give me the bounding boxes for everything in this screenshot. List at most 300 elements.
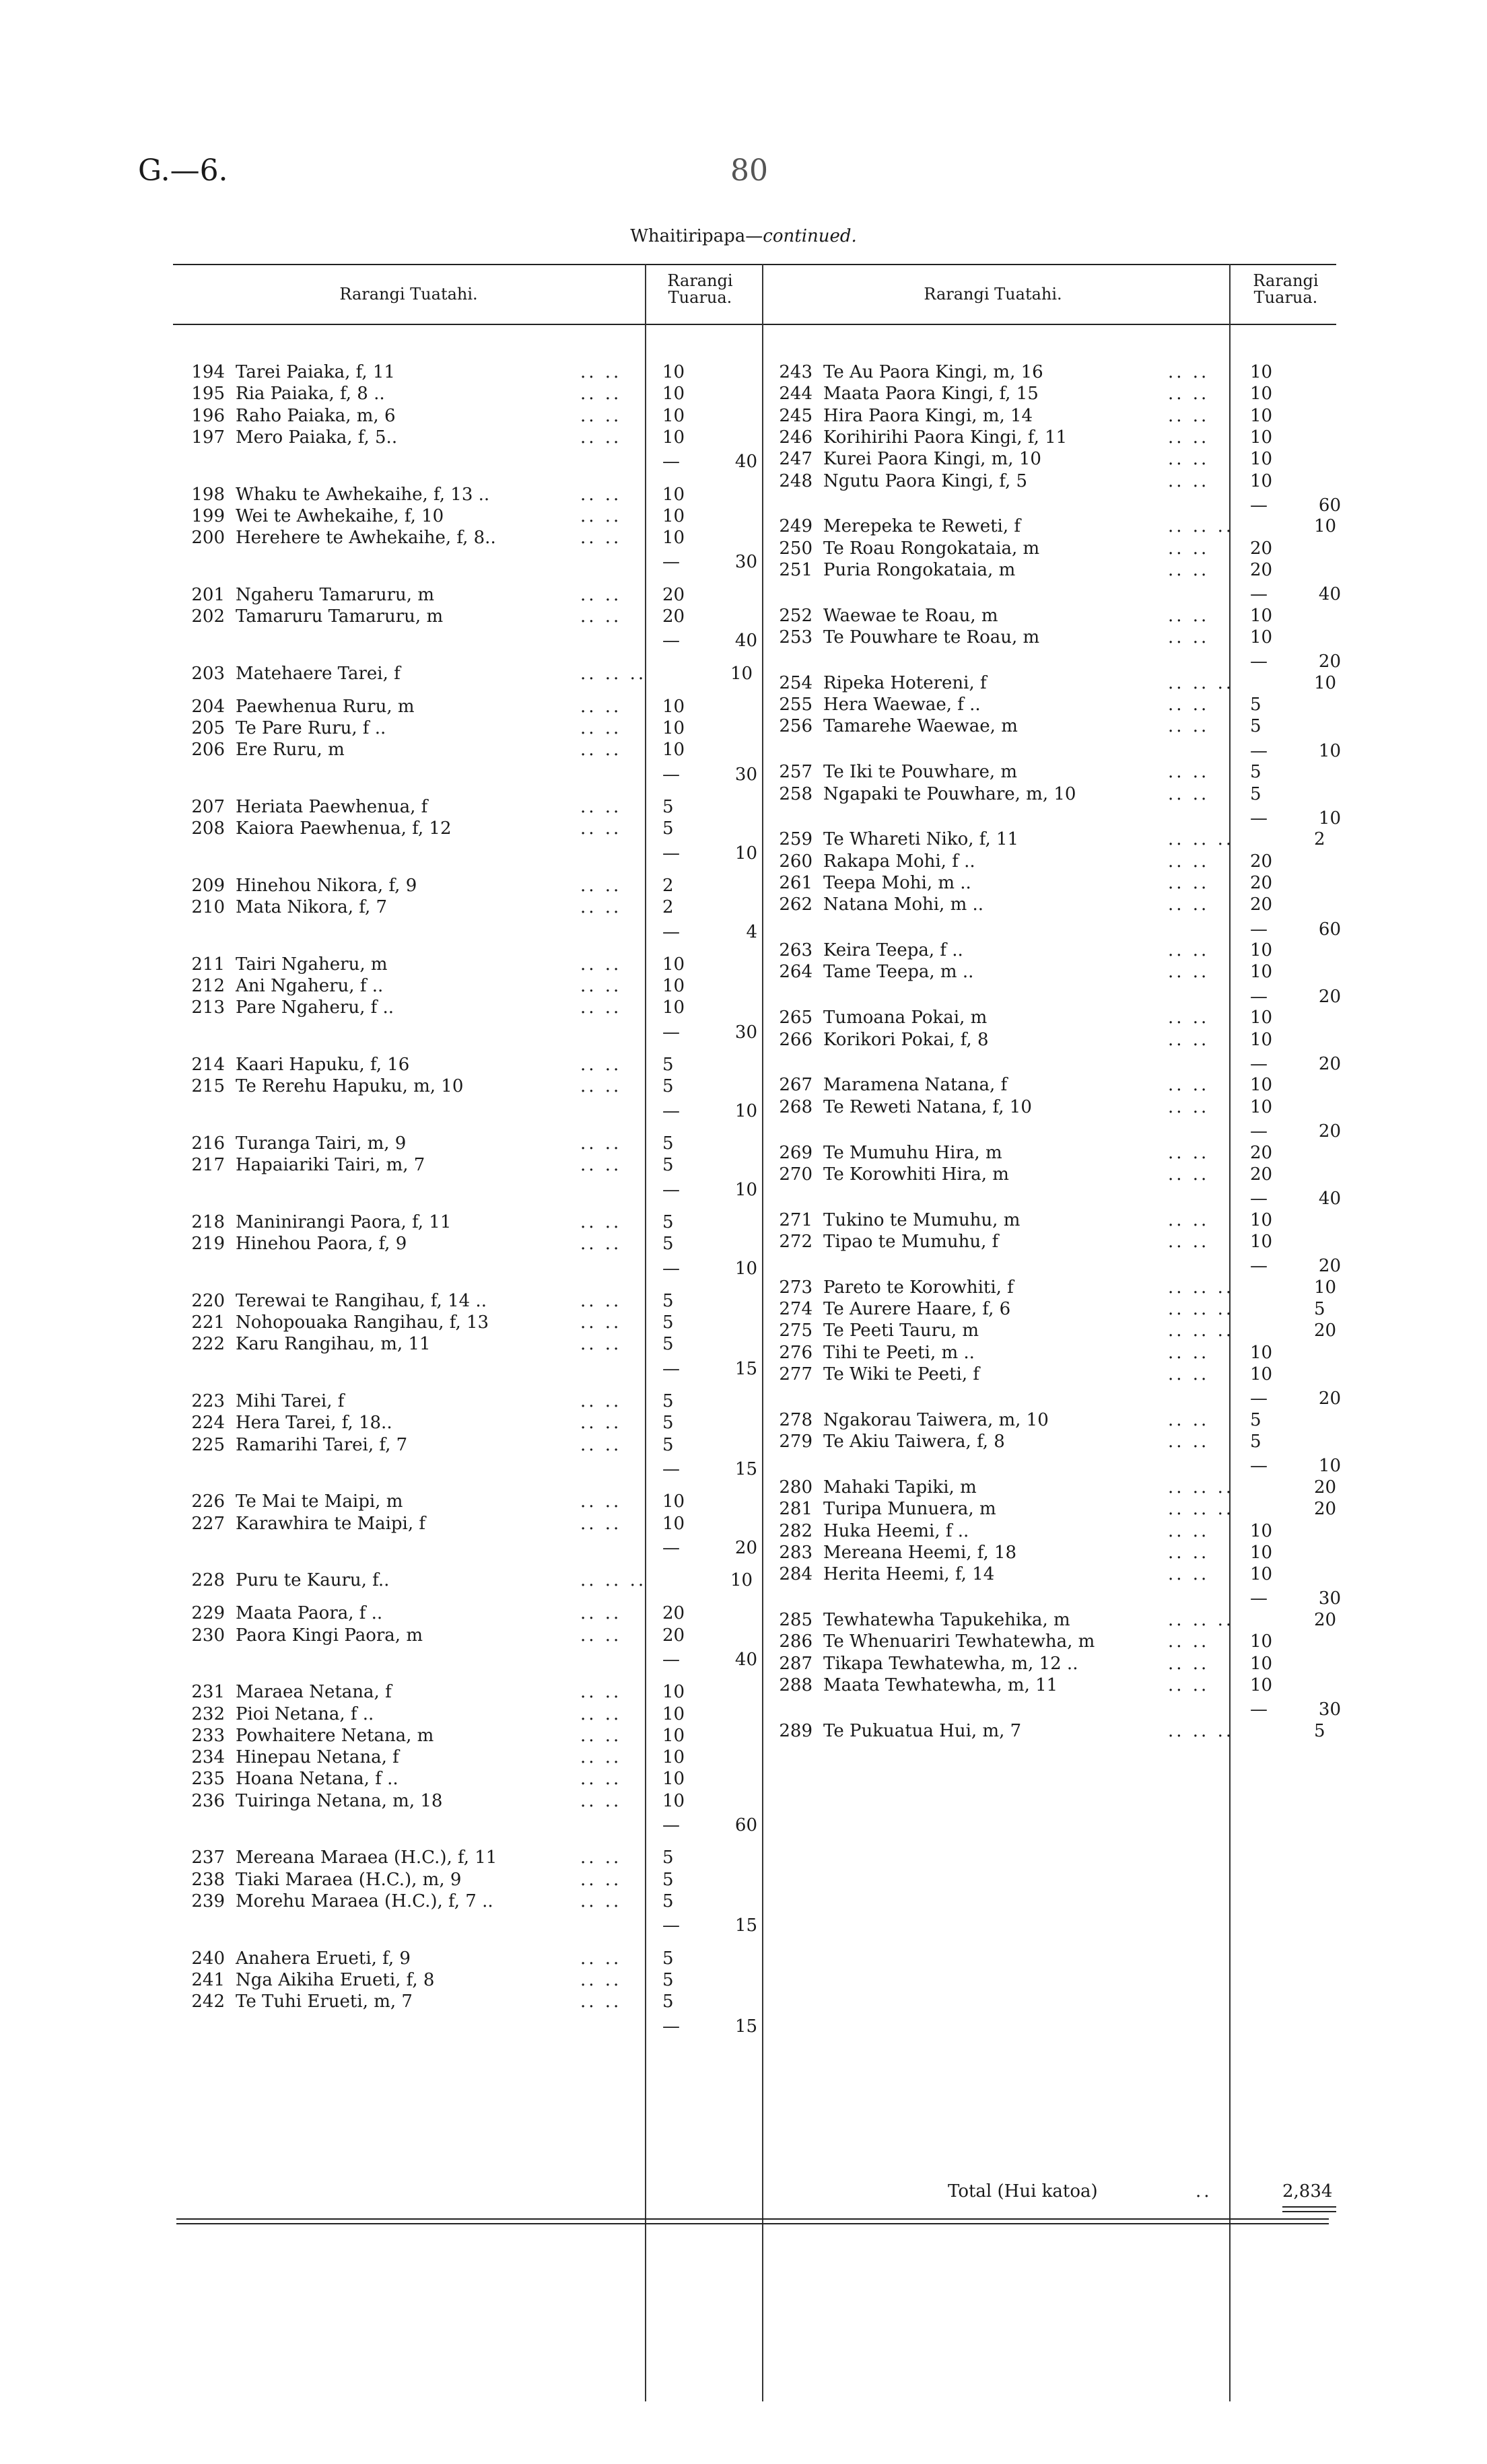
subtotal-value: 10 — [734, 1258, 757, 1279]
table-row — [176, 1211, 850, 1234]
subtotal-value: 20 — [734, 1537, 757, 1558]
entry-number: 231 — [191, 1682, 225, 1703]
leader-dots: .. .. .. — [1168, 1277, 1235, 1298]
entry-number: 228 — [191, 1570, 225, 1591]
entry-name: Te Pouwhare te Roau, m — [823, 627, 1040, 648]
entry-name: Te Tuhi Erueti, m, 7 — [236, 1992, 413, 2012]
entry-share-total: 10 — [1314, 1277, 1337, 1298]
entry-number: 250 — [779, 538, 812, 559]
entry-number: 203 — [191, 663, 225, 684]
entry-number: 261 — [779, 873, 812, 894]
entry-number: 260 — [779, 851, 812, 872]
entry-name: Huka Heemi, f .. — [823, 1520, 969, 1541]
group-subtotal — [662, 1814, 757, 1837]
leader-dots: .. .. — [1168, 1342, 1210, 1363]
entry-number: 258 — [779, 783, 812, 804]
entry-share: 10 — [662, 1682, 685, 1703]
leader-dots: .. .. — [580, 1155, 622, 1176]
entry-share-total: 20 — [1314, 1321, 1337, 1341]
entry-number: 242 — [191, 1992, 225, 2012]
list-item — [764, 515, 1437, 538]
title-main: Whaitiripapa— — [630, 226, 763, 246]
list-item — [764, 1609, 1437, 1631]
entry-name: Hira Paora Kingi, m, 14 — [823, 405, 1033, 426]
entry-share: 10 — [1250, 362, 1273, 382]
entry-number: 272 — [779, 1232, 812, 1252]
table-row — [764, 559, 1437, 582]
leader-dots: .. .. — [580, 1625, 622, 1646]
table-row — [176, 361, 850, 384]
table-row — [176, 1724, 850, 1747]
entry-number: 289 — [779, 1720, 812, 1741]
leader-dots: .. .. — [1168, 851, 1210, 872]
table-row — [764, 715, 1437, 738]
group-subtotal — [1250, 1053, 1341, 1076]
entry-name: Morehu Maraea (H.C.), f, 7 .. — [236, 1891, 493, 1911]
subtotal-value: 40 — [734, 452, 757, 472]
entry-name: Whaku te Awhekaihe, f, 13 .. — [236, 484, 490, 505]
entry-share-total: 10 — [730, 663, 753, 684]
table-row — [176, 1703, 850, 1726]
leader-dots: .. .. — [580, 1869, 622, 1890]
entry-number: 251 — [779, 559, 812, 580]
leader-dots: .. .. — [580, 976, 622, 997]
leader-dots: .. .. — [580, 818, 622, 839]
entry-number: 230 — [191, 1625, 225, 1646]
entry-share: 10 — [1250, 940, 1273, 961]
entry-share: 5 — [662, 1992, 674, 2012]
entry-number: 241 — [191, 1969, 225, 1990]
leader-dots: .. .. — [1168, 1520, 1210, 1541]
table-row — [176, 1434, 850, 1456]
entry-share: 10 — [662, 505, 685, 526]
table-row — [176, 695, 850, 718]
entry-name: Te Roau Rongokataia, m — [823, 538, 1040, 559]
entry-share: 5 — [662, 797, 674, 817]
entry-number: 221 — [191, 1312, 225, 1333]
table-row — [764, 1674, 1437, 1697]
entry-number: 277 — [779, 1364, 812, 1385]
entry-share: 10 — [1250, 384, 1273, 404]
entry-number: 217 — [191, 1155, 225, 1176]
group-subtotal — [1250, 985, 1341, 1008]
table-row — [176, 1602, 850, 1625]
entry-number: 255 — [779, 695, 812, 715]
table-row — [764, 1209, 1437, 1232]
entry-share: 20 — [662, 584, 685, 605]
table-row — [176, 584, 850, 606]
entry-name: Tumoana Pokai, m — [823, 1008, 988, 1028]
entry-name: Pare Ngaheru, f .. — [236, 997, 394, 1018]
leader-dots: .. .. — [580, 1076, 622, 1097]
table-row — [176, 874, 850, 897]
entry-name: Natana Mohi, m .. — [823, 894, 984, 915]
leader-dots: .. .. — [580, 1992, 622, 2012]
entry-share: 10 — [662, 362, 685, 382]
entry-name: Kaiora Paewhenua, f, 12 — [236, 818, 452, 839]
entry-number: 287 — [779, 1653, 812, 1674]
leader-dots: .. .. — [1168, 873, 1210, 894]
leader-dots: .. .. — [580, 606, 622, 627]
subtotal-dash: — — [662, 552, 680, 573]
subtotal-value: 20 — [1318, 986, 1341, 1007]
entry-name: Ngaheru Tamaruru, m — [236, 584, 434, 605]
leader-dots: .. .. — [580, 1747, 622, 1768]
subtotal-value: 20 — [1318, 1121, 1341, 1142]
entry-share: 5 — [662, 1891, 674, 1911]
entry-share: 10 — [1250, 1029, 1273, 1050]
leader-dots: .. .. — [580, 584, 622, 605]
entry-number: 270 — [779, 1164, 812, 1185]
entry-name: Te Peeti Tauru, m — [823, 1321, 979, 1341]
table-row — [764, 448, 1437, 470]
entry-name: Tame Teepa, m .. — [823, 962, 974, 983]
subtotal-value: 10 — [734, 1100, 757, 1121]
subtotal-dash: — — [662, 843, 680, 864]
entry-share: 2 — [662, 875, 674, 896]
table-row — [176, 1890, 850, 1913]
entry-share: 5 — [662, 1434, 674, 1455]
entry-share: 5 — [662, 1290, 674, 1311]
right-share-header-l1: Rarangi — [1253, 271, 1319, 290]
entry-name: Te Rerehu Hapuku, m, 10 — [236, 1076, 464, 1097]
entry-name: Mereana Maraea (H.C.), f, 11 — [236, 1847, 497, 1868]
subtotal-value: 60 — [1318, 919, 1341, 940]
entry-share: 5 — [662, 1234, 674, 1255]
leader-dots: .. .. — [1168, 1432, 1210, 1452]
group-subtotal — [1250, 1187, 1341, 1210]
entry-share: 10 — [1250, 1008, 1273, 1028]
entry-number: 224 — [191, 1413, 225, 1434]
entry-name: Waewae te Roau, m — [823, 605, 998, 626]
entry-name: Turipa Munuera, m — [823, 1499, 996, 1520]
leader-dots: .. .. — [1168, 762, 1210, 783]
table-row — [764, 1096, 1437, 1119]
entry-name: Terewai te Rangihau, f, 14 .. — [236, 1290, 487, 1311]
table-row — [764, 850, 1437, 873]
entry-share: 10 — [1250, 627, 1273, 648]
entry-share: 5 — [1250, 1432, 1261, 1452]
leader-dots: .. .. — [1168, 1675, 1210, 1695]
table-row — [176, 1681, 850, 1703]
entry-number: 246 — [779, 427, 812, 448]
leader-dots: .. .. .. — [580, 663, 647, 684]
subtotal-value: 20 — [1318, 1053, 1341, 1074]
subtotal-value: 15 — [734, 2016, 757, 2037]
leader-dots: .. .. — [1168, 1008, 1210, 1028]
entry-name: Te Aurere Haare, f, 6 — [823, 1299, 1011, 1320]
leader-dots: .. .. — [580, 1847, 622, 1868]
leader-dots: .. .. — [580, 1969, 622, 1990]
entry-name: Tikapa Tewhatewha, m, 12 .. — [823, 1653, 1078, 1674]
list-item — [176, 1569, 850, 1592]
entry-share: 20 — [1250, 559, 1273, 580]
entry-number: 279 — [779, 1432, 812, 1452]
entry-share: 20 — [1250, 1164, 1273, 1185]
leader-dots: .. .. — [1168, 1096, 1210, 1117]
subtotal-dash: — — [1250, 919, 1268, 940]
table-row — [176, 1767, 850, 1790]
table-row — [176, 526, 850, 549]
entry-share: 10 — [662, 484, 685, 505]
entry-name: Ere Ruru, m — [236, 740, 345, 761]
entry-number: 286 — [779, 1631, 812, 1652]
entry-number: 285 — [779, 1610, 812, 1631]
table-row — [764, 1520, 1437, 1543]
entry-share-total: 20 — [1314, 1610, 1337, 1631]
entry-number: 222 — [191, 1334, 225, 1355]
subtotal-value: 30 — [1318, 1699, 1341, 1720]
entry-name: Tiaki Maraea (H.C.), m, 9 — [236, 1869, 462, 1890]
entry-name: Mihi Tarei, f — [236, 1391, 345, 1412]
subtotal-value: 10 — [1318, 808, 1341, 829]
subtotal-dash: — — [662, 1458, 680, 1479]
table-row — [764, 1652, 1437, 1675]
table-row — [176, 1390, 850, 1413]
entry-number: 240 — [191, 1948, 225, 1969]
entry-number: 266 — [779, 1029, 812, 1050]
leader-dots: .. .. — [1168, 1631, 1210, 1652]
entry-number: 267 — [779, 1075, 812, 1096]
entry-number: 271 — [779, 1209, 812, 1230]
entry-name: Rakapa Mohi, f .. — [823, 851, 975, 872]
subtotal-value: 10 — [734, 1179, 757, 1200]
table-row — [176, 1154, 850, 1176]
leader-dots: .. .. .. — [1168, 1720, 1235, 1741]
table-row — [176, 505, 850, 528]
subtotal-dash: — — [1250, 1053, 1268, 1074]
entry-name: Maraea Netana, f — [236, 1682, 392, 1703]
table-row — [176, 1132, 850, 1155]
entry-share: 10 — [662, 696, 685, 717]
table-row — [176, 1969, 850, 1992]
leader-dots: .. .. — [1168, 894, 1210, 915]
leader-dots: .. .. — [1168, 384, 1210, 404]
list-item — [764, 672, 1437, 695]
group-subtotal — [662, 1358, 757, 1380]
entry-name: Wei te Awhekaihe, f, 10 — [236, 505, 444, 526]
table-row — [176, 605, 850, 628]
entry-number: 281 — [779, 1499, 812, 1520]
table-row — [176, 975, 850, 997]
list-item — [764, 1319, 1437, 1342]
entry-share: 10 — [1250, 1542, 1273, 1563]
leader-dots: .. .. — [1168, 1542, 1210, 1563]
subtotal-dash: — — [662, 2016, 680, 2037]
entry-name: Puru te Kauru, f.. — [236, 1570, 390, 1591]
entry-number: 204 — [191, 696, 225, 717]
entry-name: Maata Tewhatewha, m, 11 — [823, 1675, 1058, 1695]
entry-name: Tewhatewha Tapukehika, m — [823, 1610, 1070, 1631]
entry-name: Keira Teepa, f .. — [823, 940, 963, 961]
total-dots: .. — [1196, 2181, 1212, 2202]
entry-share: 10 — [1250, 962, 1273, 983]
entry-number: 197 — [191, 427, 225, 448]
table-row — [764, 382, 1437, 405]
entry-name: Powhaitere Netana, m — [236, 1725, 434, 1746]
subtotal-value: 40 — [1318, 584, 1341, 605]
entry-name: Hera Waewae, f .. — [823, 695, 981, 715]
leader-dots: .. .. — [580, 1312, 622, 1333]
entry-name: Mereana Heemi, f, 18 — [823, 1542, 1017, 1563]
entry-name: Ria Paiaka, f, 8 .. — [236, 384, 385, 404]
entry-name: Hinehou Nikora, f, 9 — [236, 875, 417, 896]
entry-number: 194 — [191, 362, 225, 382]
entry-name: Tairi Ngaheru, m — [236, 954, 388, 975]
entry-share: 20 — [662, 1625, 685, 1646]
entry-share: 5 — [662, 1133, 674, 1154]
entry-number: 219 — [191, 1234, 225, 1255]
subtotal-dash: — — [1250, 1189, 1268, 1209]
bottom-rule-1 — [176, 2218, 1329, 2220]
total-rule-2 — [1282, 2211, 1336, 2212]
table-row — [176, 1512, 850, 1535]
entry-share: 5 — [662, 1211, 674, 1232]
right-share-header-l2: Tuarua. — [1253, 288, 1318, 307]
entry-name: Tipao te Mumuhu, f — [823, 1232, 999, 1252]
entry-number: 208 — [191, 818, 225, 839]
table-row — [764, 1541, 1437, 1564]
subtotal-value: 40 — [1318, 1189, 1341, 1209]
leader-dots: .. .. — [1168, 962, 1210, 983]
entry-share: 10 — [1250, 1653, 1273, 1674]
subtotal-dash: — — [1250, 740, 1268, 761]
subtotal-dash: — — [1250, 1121, 1268, 1142]
entry-share: 5 — [662, 1055, 674, 1076]
subtotal-value: 20 — [1318, 1388, 1341, 1409]
entry-name: Ngakorau Taiwera, m, 10 — [823, 1409, 1049, 1430]
entry-number: 245 — [779, 405, 812, 426]
list-item — [764, 1720, 1437, 1743]
leader-dots: .. .. — [1168, 627, 1210, 648]
table-row — [176, 1333, 850, 1356]
subtotal-value: 30 — [734, 1022, 757, 1043]
subtotal-value: 10 — [1318, 1456, 1341, 1477]
leader-dots: .. .. — [580, 740, 622, 761]
group-subtotal — [662, 1021, 757, 1044]
entry-number: 200 — [191, 528, 225, 549]
table-row — [764, 604, 1437, 627]
entry-share: 10 — [662, 718, 685, 739]
leader-dots: .. .. — [580, 1434, 622, 1455]
entry-name: Korikori Pokai, f, 8 — [823, 1029, 989, 1050]
entry-name: Hinehou Paora, f, 9 — [236, 1234, 407, 1255]
leader-dots: .. .. — [1168, 1209, 1210, 1230]
entry-share: 10 — [1250, 470, 1273, 491]
subtotal-dash: — — [1250, 495, 1268, 516]
entry-share-total: 20 — [1314, 1499, 1337, 1520]
entry-share: 10 — [1250, 405, 1273, 426]
entry-number: 280 — [779, 1477, 812, 1498]
entry-number: 213 — [191, 997, 225, 1018]
entry-number: 238 — [191, 1869, 225, 1890]
table-row — [176, 404, 850, 427]
leader-dots: .. .. — [1168, 1564, 1210, 1585]
entry-number: 207 — [191, 797, 225, 817]
entry-share: 10 — [662, 954, 685, 975]
entry-share: 10 — [662, 1491, 685, 1512]
group-subtotal — [662, 921, 757, 944]
table-row — [176, 382, 850, 405]
entry-name: Ramarihi Tarei, f, 7 — [236, 1434, 408, 1455]
entry-number: 225 — [191, 1434, 225, 1455]
group-subtotal — [1250, 1255, 1341, 1277]
table-row — [176, 1624, 850, 1647]
group-subtotal — [662, 842, 757, 865]
entry-share: 10 — [1250, 1209, 1273, 1230]
entry-name: Maata Paora Kingi, f, 15 — [823, 384, 1039, 404]
leader-dots: .. .. — [580, 1334, 622, 1355]
entry-name: Maata Paora, f .. — [236, 1603, 383, 1624]
entry-number: 214 — [191, 1055, 225, 1076]
entry-name: Te Whenuariri Tewhatewha, m — [823, 1631, 1095, 1652]
entry-number: 211 — [191, 954, 225, 975]
table-row — [764, 1230, 1437, 1253]
entry-share-total: 10 — [1314, 516, 1337, 537]
leader-dots: .. .. — [580, 1769, 622, 1790]
subtotal-value: 20 — [1318, 652, 1341, 672]
entry-number: 259 — [779, 829, 812, 850]
subtotal-dash: — — [662, 1179, 680, 1200]
subtotal-dash: — — [662, 1022, 680, 1043]
table-row — [176, 996, 850, 1019]
group-subtotal — [662, 2015, 757, 2038]
group-subtotal — [1250, 583, 1341, 606]
group-subtotal — [662, 629, 757, 652]
table-row — [176, 1311, 850, 1334]
leader-dots: .. .. — [580, 1055, 622, 1076]
group-subtotal — [1250, 1454, 1341, 1477]
list-item — [764, 1276, 1437, 1299]
left-share-header-l1: Rarangi — [667, 271, 733, 290]
entry-number: 227 — [191, 1513, 225, 1534]
entry-name: Hoana Netana, f .. — [236, 1769, 399, 1790]
entry-share: 10 — [1250, 1675, 1273, 1695]
entry-number: 283 — [779, 1542, 812, 1563]
entry-name: Ripeka Hotereni, f — [823, 672, 987, 693]
subtotal-dash: — — [662, 1100, 680, 1121]
entry-name: Te Korowhiti Hira, m — [823, 1164, 1009, 1185]
group-subtotal — [662, 1458, 757, 1481]
leader-dots: .. .. — [1168, 1364, 1210, 1385]
leader-dots: .. .. — [580, 362, 622, 382]
entry-name: Maramena Natana, f — [823, 1075, 1008, 1096]
subtotal-dash: — — [1250, 1388, 1268, 1409]
table-row — [764, 1163, 1437, 1186]
leader-dots: .. .. — [580, 505, 622, 526]
subtotal-dash: — — [662, 1815, 680, 1836]
subtotal-dash: — — [662, 764, 680, 785]
leader-dots: .. .. .. — [1168, 1610, 1235, 1631]
leader-dots: .. .. — [580, 696, 622, 717]
entry-name: Tukino te Mumuhu, m — [823, 1209, 1021, 1230]
entry-share-total: 2 — [1314, 829, 1325, 850]
entry-share: 5 — [662, 1312, 674, 1333]
leader-dots: .. .. — [1168, 940, 1210, 961]
entry-number: 239 — [191, 1891, 225, 1911]
table-row — [764, 1073, 1437, 1096]
table-row — [176, 717, 850, 740]
group-subtotal — [1250, 807, 1341, 830]
table-row — [176, 1232, 850, 1255]
table-row — [176, 1868, 850, 1891]
leader-dots: .. .. — [580, 954, 622, 975]
entry-number: 237 — [191, 1847, 225, 1868]
entry-name: Herehere te Awhekaihe, f, 8.. — [236, 528, 496, 549]
entry-name: Te Au Paora Kingi, m, 16 — [823, 362, 1043, 382]
entry-share: 2 — [662, 897, 674, 918]
group-subtotal — [662, 551, 757, 573]
